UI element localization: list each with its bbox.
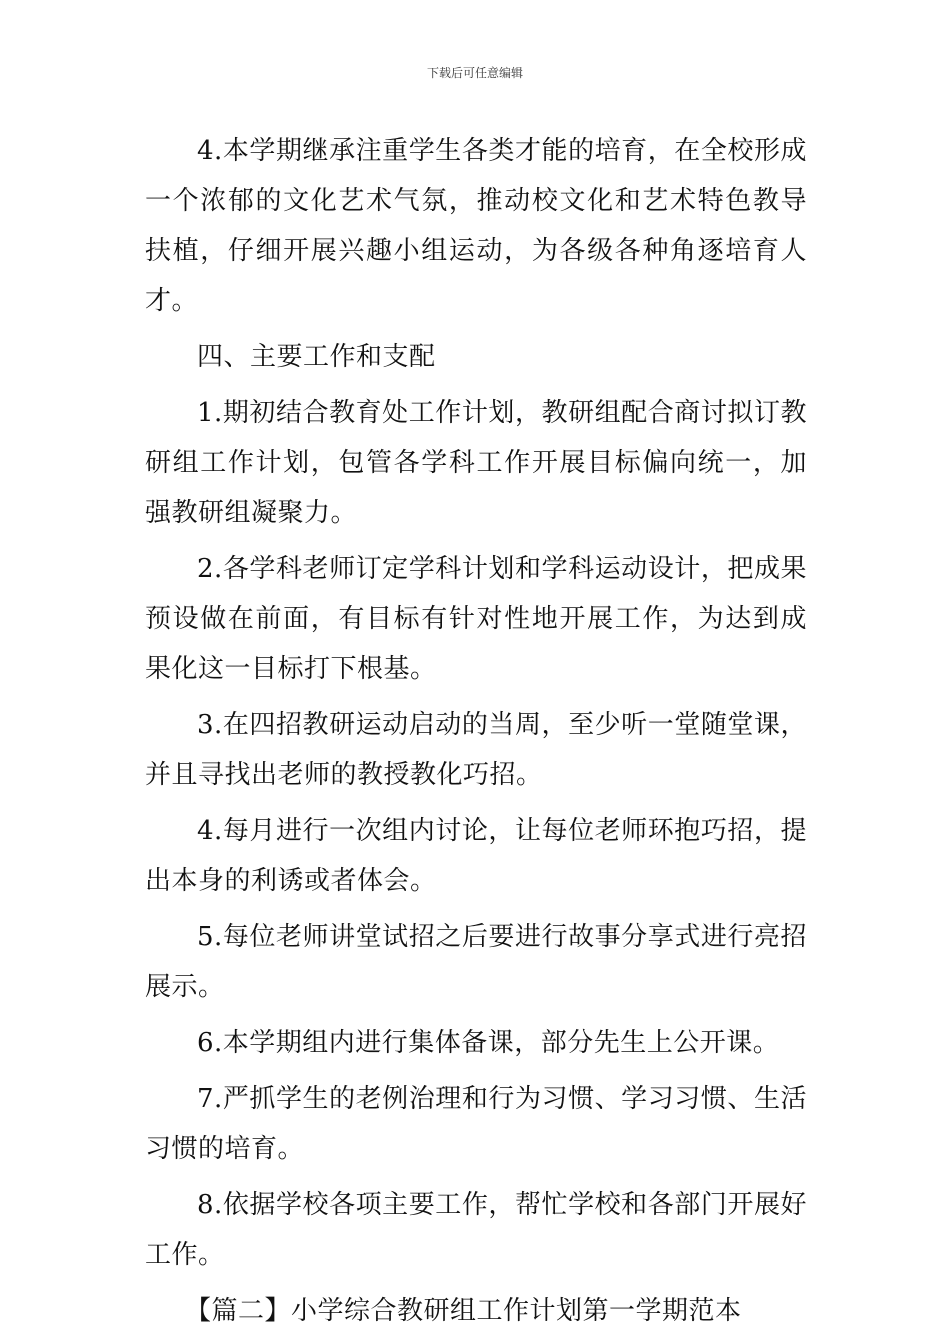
paragraph-item-7: 7.严抓学生的老例治理和行为习惯、学习习惯、生活习惯的培育。	[145, 1084, 807, 1164]
paragraph-item-4: 4.每月进行一次组内讨论，让每位老师环抱巧招，提出本身的利诱或者体会。	[145, 816, 807, 896]
document-body	[145, 126, 807, 1342]
paragraph-item-2: 2.各学科老师订定学科计划和学科运动设计，把成果预设做在前面，有目标有针对性地开展工作，为达到成果化这一目标打下根基。	[145, 554, 807, 684]
section-heading-main-work: 四、主要工作和支配	[197, 342, 436, 372]
paragraph-item-4-talent: 4.本学期继承注重学生各类才能的培育，在全校形成一个浓郁的文化艺术气氛，推动校文化和艺术特色教导扶植，仔细开展兴趣小组运动，为各级各种角逐培育人才。	[145, 136, 807, 316]
paragraph-item-1: 1.期初结合教育处工作计划，教研组配合商讨拟订教研组工作计划，包管各学科工作开展目标偏向统一，加强教研组凝聚力。	[145, 398, 807, 528]
paragraph-item-3: 3.在四招教研运动启动的当周，至少听一堂随堂课，并且寻找出老师的教授教化巧招。	[145, 710, 807, 790]
chapter-title-part-two: 【篇二】小学综合教研组工作计划第一学期范本	[185, 1296, 742, 1326]
paragraph-item-6: 6.本学期组内进行集体备课，部分先生上公开课。	[197, 1028, 780, 1058]
page-header: 下载后可任意编辑	[426, 66, 523, 80]
paragraph-item-5: 5.每位老师讲堂试招之后要进行故事分享式进行亮招展示。	[145, 922, 807, 1002]
paragraph-item-8: 8.依据学校各项主要工作，帮忙学校和各部门开展好工作。	[145, 1190, 807, 1270]
